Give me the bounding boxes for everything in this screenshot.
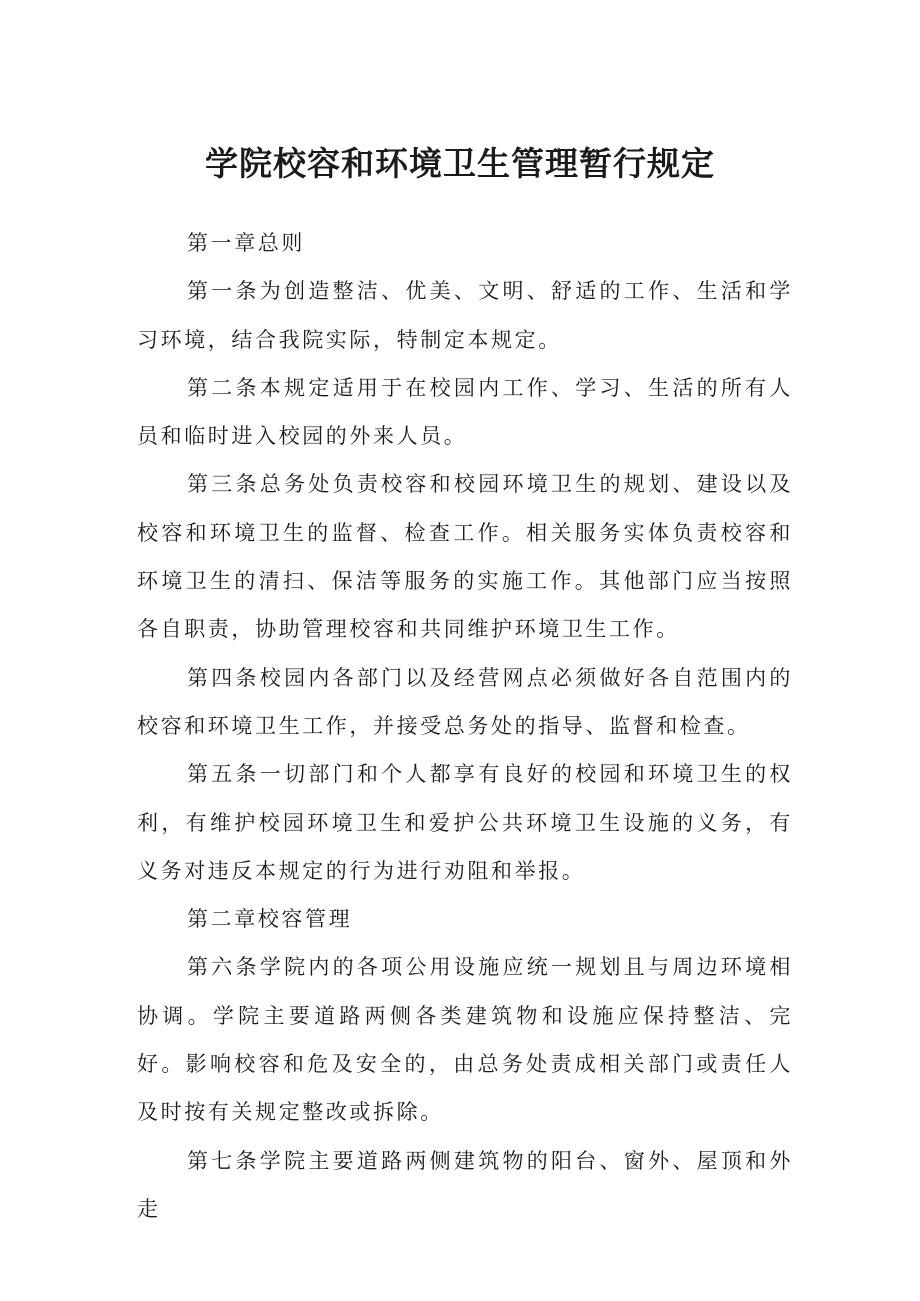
- document-title: 学院校容和环境卫生管理暂行规定: [205, 144, 715, 183]
- article-paragraph: 第三条总务处负责校容和校园环境卫生的规划、建设以及校容和环境卫生的监督、检查工作。相关服务实体负责校容和环境卫生的清扫、保洁等服务的实施工作。其他部门应当按照各自职责，协助管理校容和共同维护环境卫生工作。: [137, 472, 793, 642]
- chapter-heading: 第一章总则: [187, 231, 305, 255]
- article-paragraph: 第二条本规定适用于在校园内工作、学习、生活的所有人员和临时进入校园的外来人员。: [137, 375, 793, 449]
- document-body: [137, 219, 793, 1233]
- chapter-heading: 第二章校容管理: [187, 907, 353, 932]
- article-paragraph: 第七条学院主要道路两侧建筑物的阳台、窗外、屋顶和外走: [137, 1148, 793, 1221]
- article-paragraph: 第五条一切部门和个人都享有良好的校园和环境卫生的权利，有维护校园环境卫生和爱护公共环境卫生设施的义务，有义务对违反本规定的行为进行劝阻和举报。: [137, 762, 793, 883]
- article-paragraph: 第四条校园内各部门以及经营网点必须做好各自范围内的校容和环境卫生工作，并接受总务处的指导、监督和检查。: [137, 665, 793, 738]
- article-paragraph: 第六条学院内的各项公用设施应统一规划且与周边环境相协调。学院主要道路两侧各类建筑物和设施应保持整洁、完好。影响校容和危及安全的，由总务处责成相关部门或责任人及时按有关规定整改或拆除。: [137, 955, 793, 1125]
- article-paragraph: 第一条为创造整洁、优美、文明、舒适的工作、生活和学习环境，结合我院实际，特制定本规定。: [137, 279, 793, 352]
